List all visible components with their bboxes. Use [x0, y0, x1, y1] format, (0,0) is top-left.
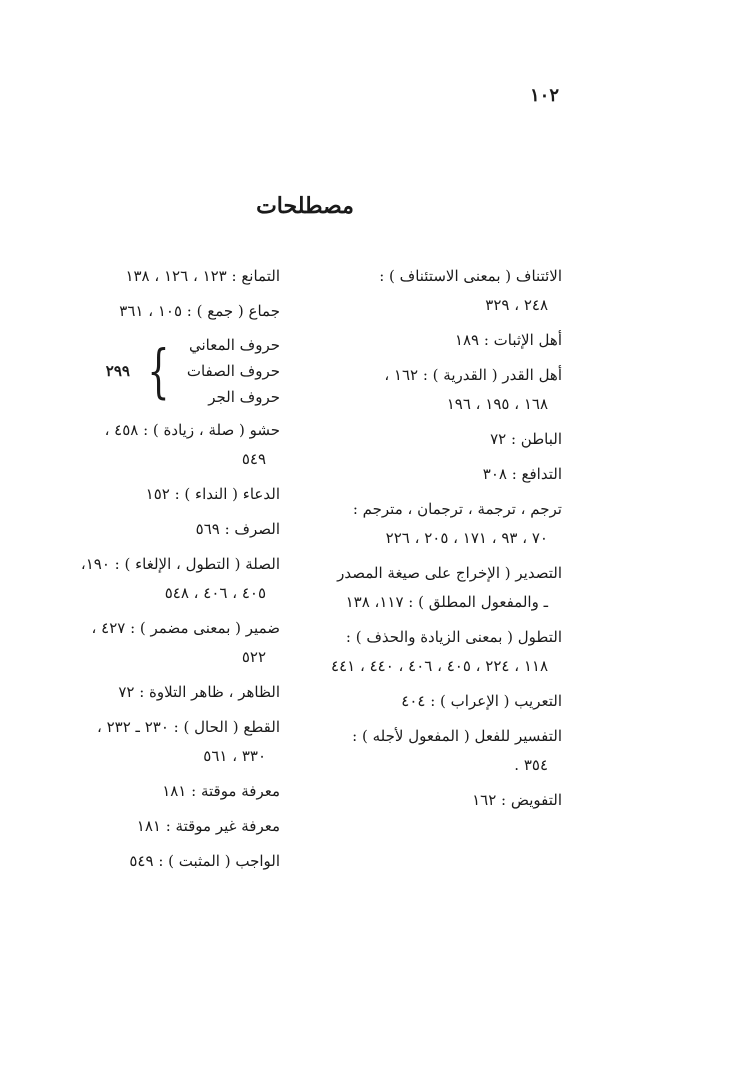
- entry-term: التطول ( بمعنى الزيادة والحذف ) :: [345, 628, 562, 646]
- glossary-entry: [40, 847, 280, 876]
- entry-term: التدافع : ٣٠٨: [482, 465, 562, 483]
- brace-group-entry: [40, 332, 280, 410]
- glossary-entry: [40, 480, 280, 509]
- entry-term: ترجم ، ترجمة ، ترجمان ، مترجم :: [352, 500, 562, 518]
- glossary-entry: [300, 786, 562, 815]
- glossary-entry: [300, 326, 562, 355]
- glossary-entry: [300, 722, 562, 780]
- entry-term: الباطن : ٧٢: [490, 430, 562, 448]
- glossary-entry: [40, 777, 280, 806]
- brace-item: حروف المعاني: [188, 336, 280, 354]
- glossary-entry: [300, 361, 562, 419]
- glossary-entry: [40, 614, 280, 672]
- entry-continuation: ٢٤٨ ، ٣٢٩: [485, 296, 548, 314]
- entry-term: التمانع : ١٢٣ ، ١٢٦ ، ١٣٨: [125, 267, 280, 285]
- glossary-entry: [300, 460, 562, 489]
- entry-continuation: ٧٠ ، ٩٣ ، ١٧١ ، ٢٠٥ ، ٢٢٦: [385, 529, 548, 547]
- glossary-entry: [40, 416, 280, 474]
- brace-item: حروف الجر: [208, 388, 280, 406]
- entry-term: حشو ( صلة ، زيادة ) : ٤٥٨ ،: [104, 421, 280, 439]
- brace-item: حروف الصفات: [186, 362, 280, 380]
- entry-term: الظاهر ، ظاهر التلاوة : ٧٢: [118, 683, 280, 701]
- entry-continuation: ١١٨ ، ٢٢٤ ، ٤٠٥ ، ٤٠٦ ، ٤٤٠ ، ٤٤١: [331, 657, 548, 675]
- entry-term: الصرف : ٥٦٩: [195, 520, 280, 538]
- glossary-entry: [300, 495, 562, 553]
- entry-term: الصلة ( التطول ، الإلغاء ) : ١٩٠،: [80, 555, 280, 573]
- glossary-entry: [40, 297, 280, 326]
- entry-term: التعريب ( الإعراب ) : ٤٠٤: [401, 692, 562, 710]
- glossary-entry: [300, 425, 562, 454]
- entry-term: التفسير للفعل ( المفعول لأجله ) :: [352, 727, 562, 745]
- page-number: ١٠٢: [530, 85, 560, 106]
- curly-brace: }: [147, 337, 170, 405]
- glossary-entry: [40, 678, 280, 707]
- glossary-entry: [40, 713, 280, 771]
- brace-number: ٢٩٩: [105, 361, 130, 380]
- entry-term: الدعاء ( النداء ) : ١٥٢: [145, 485, 280, 503]
- glossary-entry: [40, 515, 280, 544]
- glossary-entry: [300, 262, 562, 320]
- glossary-entry: [300, 559, 562, 617]
- entry-continuation: ٥٢٢: [241, 648, 266, 666]
- entry-continuation: ٣٣٠ ، ٥٦١: [203, 747, 266, 765]
- right-column: [300, 262, 562, 821]
- entry-term: جماع ( جمع ) : ١٠٥ ، ٣٦١: [119, 302, 280, 320]
- glossary-entry: [40, 262, 280, 291]
- entry-term: أهل الإثبات : ١٨٩: [454, 331, 562, 349]
- glossary-entry: [40, 812, 280, 841]
- entry-term: القطع ( الحال ) : ٢٣٠ ـ ٢٣٢ ،: [97, 718, 280, 736]
- page-title: مصطلحات: [256, 193, 354, 219]
- entry-term: التصدير ( الإخراج على صيغة المصدر: [337, 564, 562, 582]
- entry-continuation: ١٦٨ ، ١٩٥ ، ١٩٦: [446, 395, 548, 413]
- entry-continuation: ٣٥٤ .: [514, 756, 548, 774]
- entry-term: التفويض : ١٦٢: [472, 791, 562, 809]
- left-column: [40, 262, 280, 882]
- entry-continuation: ٤٠٥ ، ٤٠٦ ، ٥٤٨: [164, 584, 266, 602]
- entry-term: ضمير ( بمعنى مضمر ) : ٤٢٧ ،: [91, 619, 280, 637]
- entry-continuation: ٥٤٩: [241, 450, 266, 468]
- glossary-entry: [40, 550, 280, 608]
- entry-term: معرفة غير موقتة : ١٨١: [136, 817, 280, 835]
- glossary-entry: [300, 623, 562, 681]
- entry-term: الواجب ( المثبت ) : ٥٤٩: [129, 852, 280, 870]
- entry-term: أهل القدر ( القدرية ) : ١٦٢ ،: [384, 366, 562, 384]
- brace-items: [187, 332, 280, 410]
- entry-continuation: ـ والمفعول المطلق ) : ١١٧، ١٣٨: [345, 593, 548, 611]
- entry-term: معرفة موقتة : ١٨١: [162, 782, 280, 800]
- glossary-entry: [300, 687, 562, 716]
- entry-term: الائتناف ( بمعنى الاستئناف ) :: [379, 267, 562, 285]
